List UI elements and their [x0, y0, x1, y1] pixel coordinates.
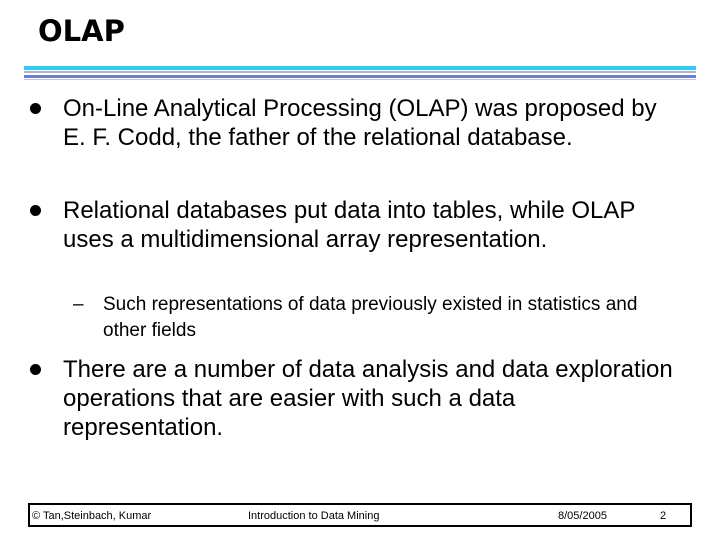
title-divider-line	[24, 66, 696, 70]
footer-copyright: © Tan,Steinbach, Kumar	[32, 510, 152, 522]
footer-course-title: Introduction to Data Mining	[248, 510, 380, 522]
bullet-dot-icon	[30, 103, 41, 114]
bullet-text: On-Line Analytical Processing (OLAP) was proposed by E. F. Codd, the father of the relational database.	[63, 95, 657, 151]
title-divider-line	[24, 79, 696, 80]
bullet-dot-icon	[30, 205, 41, 216]
bullet-item	[30, 355, 680, 442]
sub-bullet-item	[73, 292, 673, 344]
footer-page-number: 2	[660, 510, 667, 522]
bullet-item	[30, 196, 680, 254]
bullet-item	[30, 94, 680, 152]
footer-date: 8/05/2005	[558, 510, 607, 522]
bullet-text: There are a number of data analysis and data exploration operations that are easier with such a data representation.	[63, 356, 673, 441]
title-divider-line	[24, 75, 696, 78]
slide-title: OLAP	[38, 14, 125, 48]
dash-icon: –	[73, 294, 84, 315]
bullet-dot-icon	[30, 364, 41, 375]
bullet-text: Relational databases put data into tables, while OLAP uses a multidimensional array representation.	[63, 197, 635, 253]
sub-bullet-text: Such representations of data previously existed in statistics and other fields	[103, 294, 638, 341]
title-divider-line	[24, 71, 696, 73]
slide-footer	[28, 503, 692, 527]
